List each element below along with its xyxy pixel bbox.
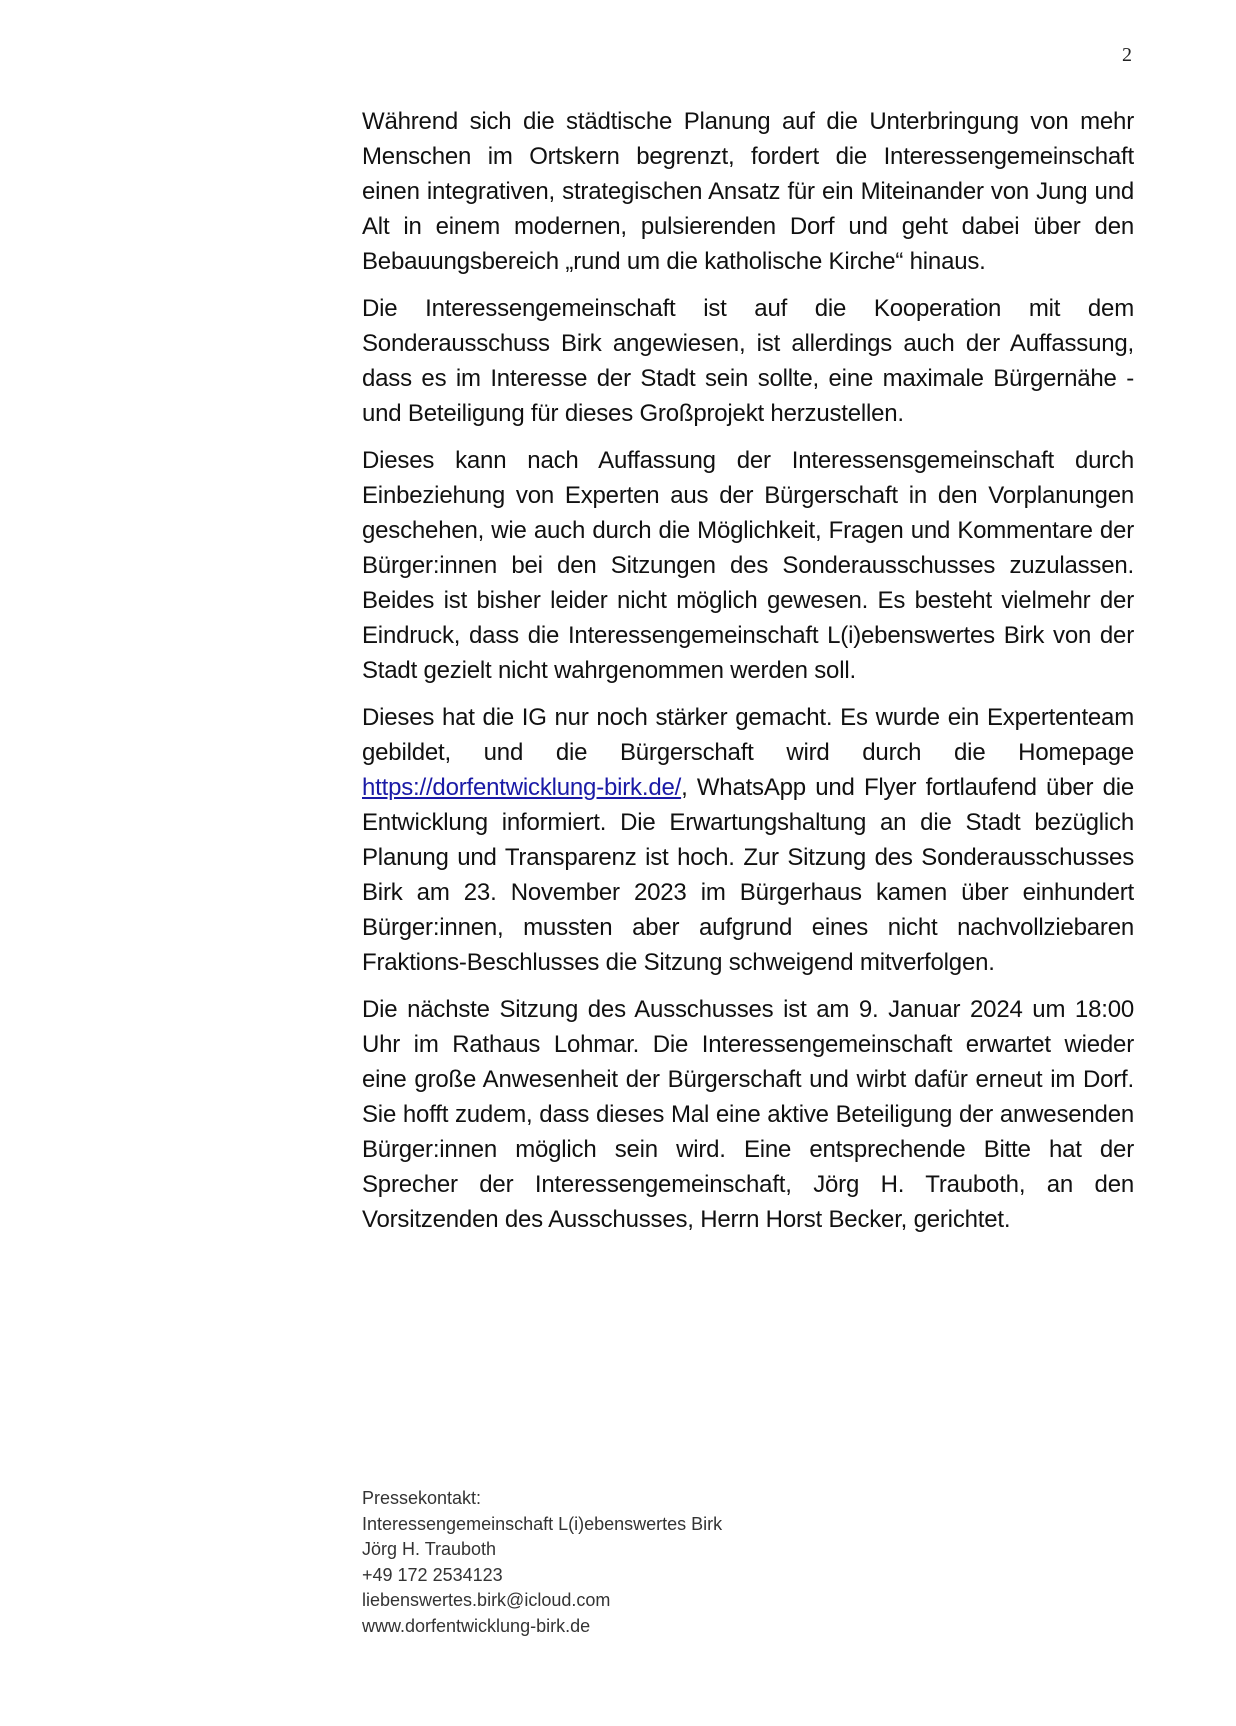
homepage-link[interactable]: https://dorfentwicklung-birk.de/ [362,774,682,801]
contact-organization: Interessengemeinschaft L(i)ebenswertes Birk [362,1513,723,1534]
paragraph-4-text-before-link: Dieses hat die IG nur noch stärker gemacht. Es wurde ein Expertenteam gebildet, und die Bürgerschaft wird durch die Homepage [362,704,1134,766]
paragraph-3: Dieses kann nach Auffassung der Interessensgemeinschaft durch Einbeziehung von Experten aus der Bürgerschaft in den Vorplanungen geschehen, wie auch durch die Möglichkeit, Fragen und Kommentare der Bürger:innen bei den Sitzungen des Sonderausschusses zuzulassen. Beides ist bisher leider nicht möglich gewesen. Es besteht vielmehr der Eindruck, dass die Interessengemeinschaft L(i)ebenswertes Birk von der Stadt gezielt nicht wahrgenommen werden soll. [362,447,1134,684]
press-contact [362,1486,962,1639]
paragraph-4 [362,700,1134,980]
page-number: 2 [1122,44,1132,66]
contact-heading: Pressekontakt: [362,1488,482,1508]
paragraph-2: Die Interessengemeinschaft ist auf die Kooperation mit dem Sonderausschuss Birk angewiesen, ist allerdings auch der Auffassung, dass es im Interesse der Stadt sein sollte, eine maximale Bürgernähe - und Beteiligung für dieses Großprojekt herzustellen. [362,295,1134,427]
body-text [362,104,1134,1249]
contact-name: Jörg H. Trauboth [362,1539,497,1559]
contact-phone: +49 172 2534123 [362,1564,503,1585]
contact-website: www.dorfentwicklung-birk.de [362,1615,591,1636]
paragraph-5: Die nächste Sitzung des Ausschusses ist am 9. Januar 2024 um 18:00 Uhr im Rathaus Lohmar. Die Interessengemeinschaft erwartet wieder eine große Anwesenheit der Bürgerschaft und wirbt dafür erneut im Dorf. Sie hofft zudem, dass dieses Mal eine aktive Beteiligung der anwesenden Bürger:innen möglich sein wird. Eine entsprechende Bitte hat der Sprecher der Interessengemeinschaft, Jörg H. Trauboth, an den Vorsitzenden des Ausschusses, Herrn Horst Becker, gerichtet. [362,996,1134,1233]
contact-email: liebenswertes.birk@icloud.com [362,1590,611,1610]
paragraph-4-text-after-link: , WhatsApp und Flyer fortlaufend über die Entwicklung informiert. Die Erwartungshaltung an die Stadt bezüglich Planung und Transparenz ist hoch. Zur Sitzung des Sonderausschusses Birk am 23. November 2023 im Bürgerhaus kamen über einhundert Bürger:innen, mussten aber aufgrund eines nicht nachvollziebaren Fraktions-Beschlusses die Sitzung schweigend mitverfolgen. [362,774,1134,976]
paragraph-1: Während sich die städtische Planung auf die Unterbringung von mehr Menschen im Ortskern begrenzt, fordert die Interessengemeinschaft einen integrativen, strategischen Ansatz für ein Miteinander von Jung und Alt in einem modernen, pulsierenden Dorf und geht dabei über den Bebauungsbereich „rund um die katholische Kirche“ hinaus. [362,108,1134,275]
